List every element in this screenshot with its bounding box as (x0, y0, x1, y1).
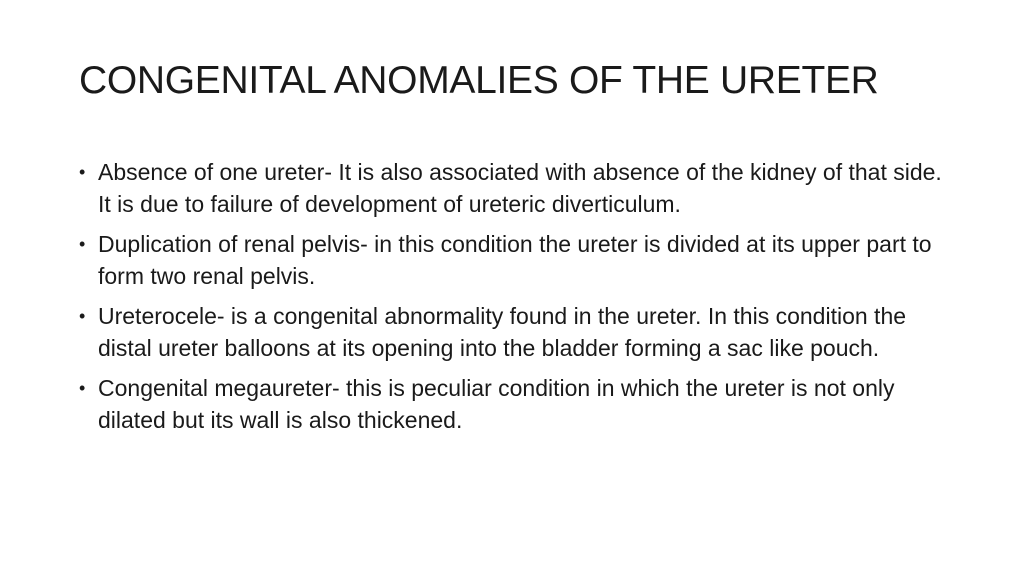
bullet-item-absence-of-ureter (79, 156, 959, 220)
bullet-marker: • (79, 306, 86, 326)
bullet-text: Duplication of renal pelvis- in this condition the ureter is divided at its upper part to form two renal pelvis. (98, 231, 932, 289)
bullet-list (79, 156, 959, 444)
slide-title: CONGENITAL ANOMALIES OF THE URETER (79, 59, 879, 102)
bullet-text: Ureterocele- is a congenital abnormality found in the ureter. In this condition the distal ureter balloons at its opening into the bladder forming a sac like pouch. (98, 303, 907, 361)
bullet-item-ureterocele (79, 300, 959, 364)
bullet-marker: • (79, 234, 86, 254)
bullet-text: Absence of one ureter- It is also associated with absence of the kidney of that side. It is due to failure of development of ureteric diverticulum. (98, 159, 942, 217)
bullet-marker: • (79, 378, 86, 398)
bullet-item-congenital-megaureter (79, 372, 959, 436)
bullet-text: Congenital megaureter- this is peculiar condition in which the ureter is not only dilated but its wall is also thickened. (98, 375, 895, 433)
bullet-item-duplication-renal-pelvis (79, 228, 959, 292)
bullet-marker: • (79, 162, 86, 182)
